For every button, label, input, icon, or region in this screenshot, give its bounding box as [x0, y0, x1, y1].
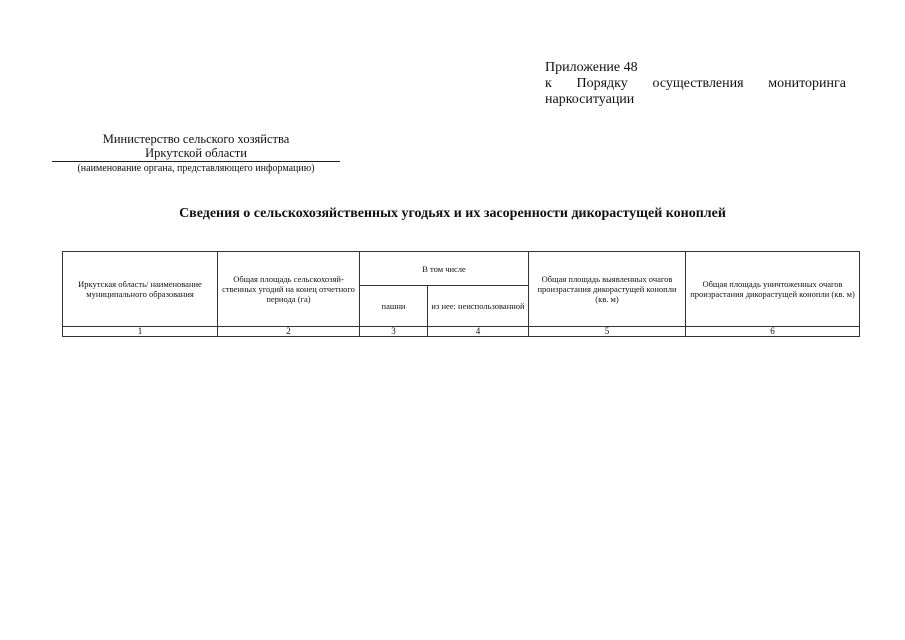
document-title: Сведения о сельскохозяйственных угодьях и их засоренности дикорастущей коноплей	[179, 206, 726, 221]
organization-caption: (наименование органа, представляющего информацию)	[77, 163, 315, 174]
organization-name-line1: Министерство сельского хозяйства	[102, 132, 290, 146]
column-number: 2	[218, 327, 360, 337]
header-total-agricultural-area: Общая площадь сельскохозяй-ственных угодий на конец отчетного периода (га)	[218, 252, 360, 327]
appendix-reference-word: к	[545, 76, 552, 91]
reporting-organization	[52, 132, 340, 175]
appendix-header	[545, 60, 846, 108]
data-table	[62, 251, 860, 337]
appendix-number: Приложение 48	[545, 60, 638, 75]
appendix-reference-word: осуществления	[652, 76, 744, 91]
header-destroyed-hemp-area: Общая площадь уничтоженных очагов произрастания дикорастущей конопли (кв. м)	[686, 252, 860, 327]
appendix-reference-word: мониторинга	[768, 76, 846, 91]
appendix-reference-end: наркоситуации	[545, 92, 635, 107]
column-number: 5	[529, 327, 686, 337]
header-arable-land: пашни	[360, 286, 428, 327]
column-number: 1	[63, 327, 218, 337]
table-header-row	[63, 252, 860, 286]
column-number-row	[63, 327, 860, 337]
header-including-group: В том числе	[360, 252, 529, 286]
organization-name-line2: Иркутской области	[52, 146, 340, 162]
header-unused-arable-land: из нее: неиспользованной	[428, 286, 529, 327]
column-number: 4	[428, 327, 529, 337]
appendix-reference	[545, 76, 846, 92]
header-region: Иркутская область/ наименование муниципального образования	[63, 252, 218, 327]
appendix-reference-word: Порядку	[576, 76, 628, 91]
header-detected-hemp-area: Общая площадь выявленных очагов произрастания дикорастущей конопли (кв. м)	[529, 252, 686, 327]
column-number: 6	[686, 327, 860, 337]
column-number: 3	[360, 327, 428, 337]
